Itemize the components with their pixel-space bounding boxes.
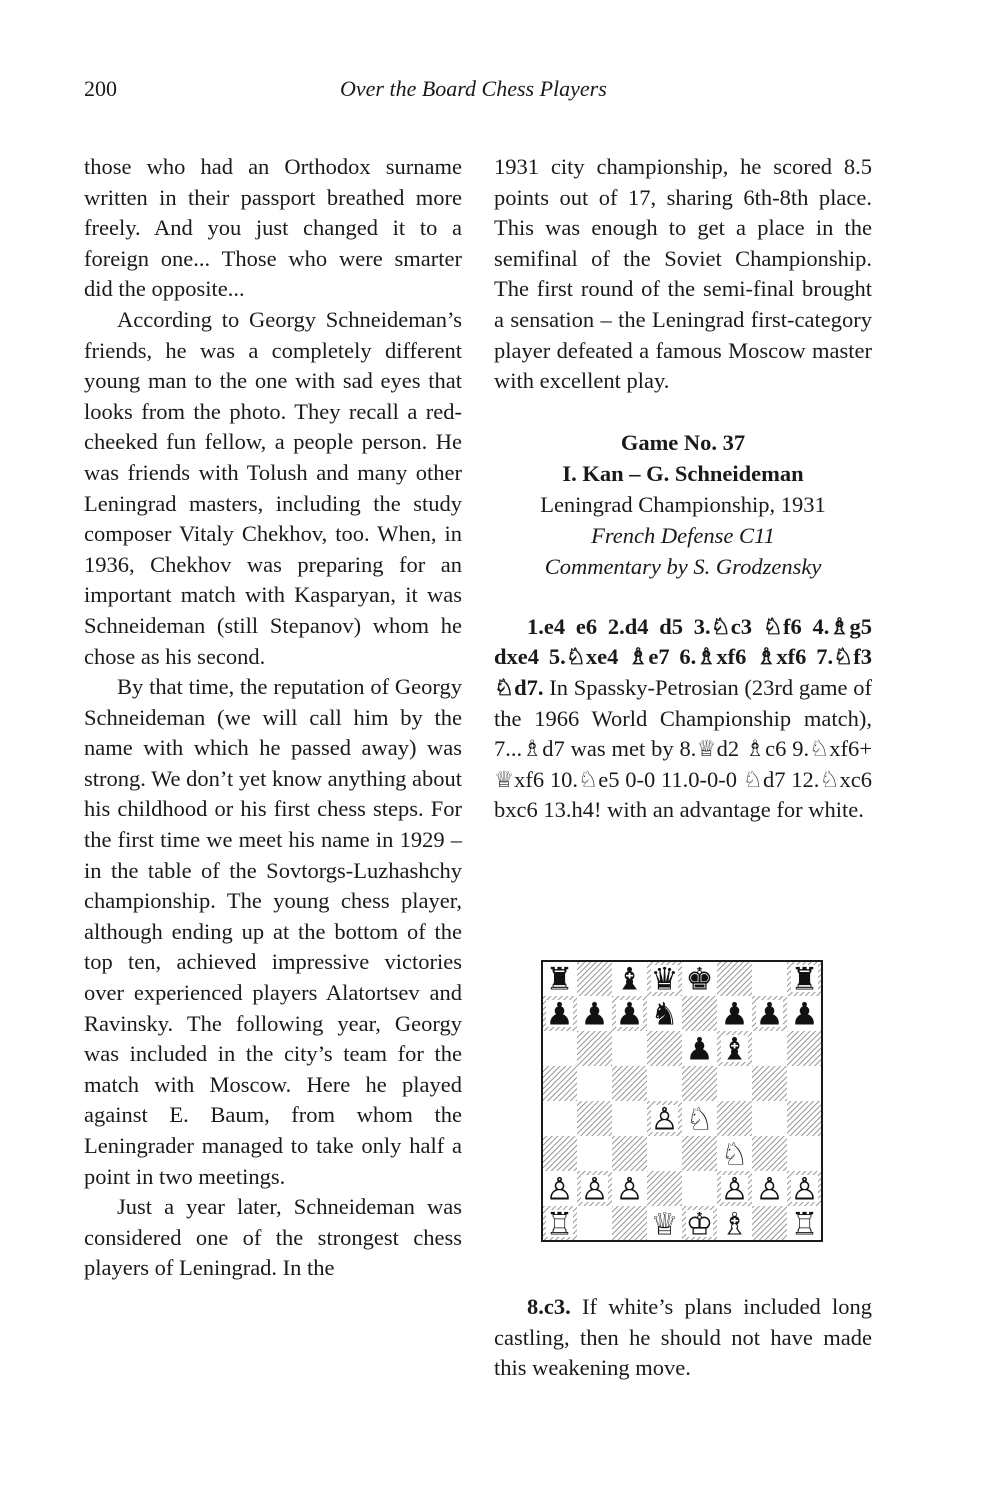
chess-diagram <box>541 960 823 1242</box>
square-h6 <box>787 1031 822 1066</box>
chess-piece-c7: ♟ <box>615 996 644 1033</box>
chess-piece-a8: ♜ <box>545 961 574 998</box>
square-c5 <box>612 1066 647 1101</box>
square-d3 <box>647 1136 682 1171</box>
square-b4 <box>577 1101 612 1136</box>
chess-piece-f2: ♙ <box>720 1171 749 1208</box>
chess-piece-h1: ♖ <box>790 1206 819 1242</box>
chess-piece-f1: ♗ <box>720 1206 749 1242</box>
chess-piece-f7: ♟ <box>720 996 749 1033</box>
square-b1 <box>577 1206 612 1241</box>
chess-piece-a7: ♟ <box>545 996 574 1033</box>
left-paragraph-1: those who had an Orthodox surname written in their passport breathed more freely. And you just changed it to a foreign one... Those who were smarter did the opposite... <box>84 154 462 302</box>
right-paragraph-1: 1931 city championship, he scored 8.5 points out of 17, sharing 6th-8th place. This was enough to get a place in the semifinal of the Soviet Championship. The first round of the semi-final brought a sensation – the Leningrad first-category player defeated a famous Moscow master with excellent play. <box>494 154 872 394</box>
square-d6 <box>647 1031 682 1066</box>
square-h4 <box>787 1101 822 1136</box>
square-g5 <box>752 1066 787 1101</box>
square-a4 <box>542 1101 577 1136</box>
chess-piece-d1: ♕ <box>650 1206 679 1242</box>
chess-piece-g7: ♟ <box>755 996 784 1033</box>
after-diagram-text <box>494 1292 872 1384</box>
chess-piece-b2: ♙ <box>580 1171 609 1208</box>
chess-piece-h8: ♜ <box>790 961 819 998</box>
square-a6 <box>542 1031 577 1066</box>
game-number: Game No. 37 <box>620 429 746 455</box>
square-b5 <box>577 1066 612 1101</box>
square-g8 <box>752 961 787 996</box>
chess-piece-e8: ♚ <box>685 961 714 998</box>
after-diagram-paragraph <box>494 1292 872 1384</box>
chess-piece-e1: ♔ <box>685 1206 714 1242</box>
after-move-bold: 8.c3. <box>527 1294 571 1319</box>
running-title: Over the Board Chess Players <box>340 76 607 101</box>
square-b3 <box>577 1136 612 1171</box>
square-c6 <box>612 1031 647 1066</box>
game-moves <box>494 612 872 826</box>
square-c1 <box>612 1206 647 1241</box>
chess-piece-h7: ♟ <box>790 996 819 1033</box>
square-g6 <box>752 1031 787 1066</box>
chess-piece-d4: ♙ <box>650 1101 679 1138</box>
square-e2 <box>682 1171 717 1206</box>
square-f5 <box>717 1066 752 1101</box>
chess-piece-c8: ♝ <box>615 961 644 998</box>
left-paragraph-3: By that time, the reputation of Georgy Schneideman (we will call him by the name with which he passed away) was strong. We don’t yet know anything about his childhood or his first chess steps. For the first time we meet his name in 1929 – in the table of the Sovtorgs-Luzhashchy championship. The young chess player, although ending up at the bottom of the top ten, achieved impressive victories over experienced players Alatortsev and Ravinsky. The following year, Georgy was included in the city’s team for the match with Moscow. Here he played against E. Baum, from whom the Leningrader managed to take only half a point in two meetings. <box>84 674 462 1189</box>
chess-piece-d8: ♛ <box>650 961 679 998</box>
square-b8 <box>577 961 612 996</box>
square-b6 <box>577 1031 612 1066</box>
square-c3 <box>612 1136 647 1171</box>
chess-piece-d7: ♞ <box>650 996 679 1033</box>
game-commentary: Commentary by S. Grodzensky <box>544 553 822 579</box>
chess-piece-e4: ♘ <box>685 1101 714 1138</box>
square-a5 <box>542 1066 577 1101</box>
square-e3 <box>682 1136 717 1171</box>
square-e7 <box>682 996 717 1031</box>
square-c4 <box>612 1101 647 1136</box>
chess-piece-f3: ♘ <box>720 1136 749 1173</box>
left-paragraph-4: Just a year later, Schneideman was considered one of the strongest chess players of Leningrad. In the <box>84 1194 462 1281</box>
left-paragraph-2: According to Georgy Schneideman’s friends, he was a completely different young man to the one with sad eyes that looks from the photo. They recall a red-cheeked fun fellow, a people person. He was friends with Tolush and many other Leningrad masters, including the study composer Vitaly Chekhov, too. When, in 1936, Chekhov was preparing for an important match with Kasparyan, it was Schneideman (still Stepanov) whom he chose as his second. <box>84 306 462 669</box>
chess-piece-h2: ♙ <box>790 1171 819 1208</box>
chess-piece-b7: ♟ <box>580 996 609 1033</box>
square-f4 <box>717 1101 752 1136</box>
square-f8 <box>717 961 752 996</box>
game-opening: French Defense C11 <box>591 522 775 548</box>
square-d5 <box>647 1066 682 1101</box>
chess-piece-c2: ♙ <box>615 1171 644 1208</box>
chess-piece-g2: ♙ <box>755 1171 784 1208</box>
square-g4 <box>752 1101 787 1136</box>
game-moves-bold: 1.e4 e6 2.d4 d5 3.♘c3 ♘f6 4.♗g5 dxe4 5.♘xe4 ♗e7 6.♗xf6 ♗xf6 7.♘f3 ♘d7. <box>494 613 872 700</box>
square-a3 <box>542 1136 577 1171</box>
square-h5 <box>787 1066 822 1101</box>
square-g1 <box>752 1206 787 1241</box>
chess-piece-f6: ♝ <box>720 1031 749 1068</box>
square-g3 <box>752 1136 787 1171</box>
after-move-text: If white’s plans included long castling, then he should not have made this weakening move. <box>494 1294 872 1381</box>
page-number: 200 <box>84 76 117 101</box>
chess-piece-e6: ♟ <box>685 1031 714 1068</box>
game-heading <box>494 427 872 582</box>
chess-piece-a1: ♖ <box>545 1206 574 1242</box>
left-column <box>84 152 462 1284</box>
game-moves-comment: In Spassky-Petrosian (23rd game of the 1966 World Championship match), 7...♗d7 was met by 8.♕d2 ♗c6 9.♘xf6+ ♕xf6 10.♘e5 0-0 11.0-0-0 ♘d7 12.♘xc6 bxc6 13.h4! with an advantage for white. <box>494 674 872 823</box>
square-d2 <box>647 1171 682 1206</box>
game-players: I. Kan – G. Schneideman <box>562 460 804 486</box>
right-column <box>494 152 872 826</box>
chess-piece-a2: ♙ <box>545 1171 574 1208</box>
game-event: Leningrad Championship, 1931 <box>540 491 826 517</box>
square-h3 <box>787 1136 822 1171</box>
square-e5 <box>682 1066 717 1101</box>
